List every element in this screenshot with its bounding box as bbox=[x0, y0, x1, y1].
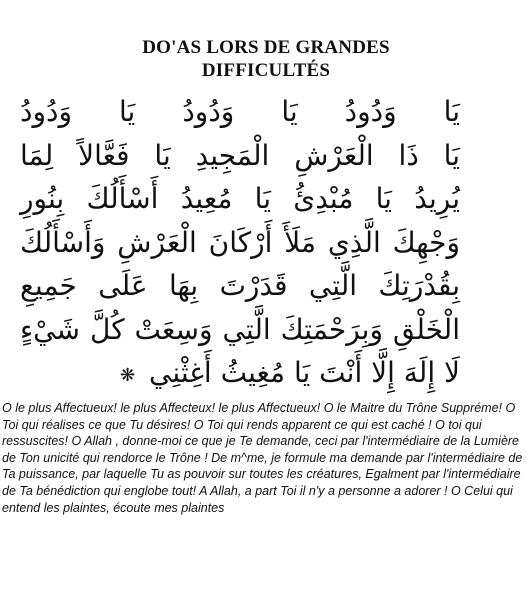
french-translation-paragraph: O le plus Affectueux! le plus Affecteux! le plus Affectueux! O le Maitre du Trône Suppréme! O Toi qui réalises ce que Tu désires! O Toi qui rends apparent ce qui est caché ! O toi qui ressuscites! O Allah , donne-moi ce que je Te demande, ceci par l'intermédiaire de la Lumière de Ton unicité qui rendorce le Trône ! De m^me, je formule ma demande par l'intermédiaire de Ta puissance, par laquelle Tu as pouvoir sur toutes les créatures, Egalment par l'intermédiaire de Ta bénédiction qui englobe tout! A Allah, a part Toi il n'y a personne a adorer ! O Celui qui entend les plaintes, écoute mes plaintes bbox=[2, 401, 523, 515]
arabic-line-5: بِقُدْرَتِكَ الَّتِي قَدَرْتَ بِهَا عَلَى جَمِيعِ bbox=[20, 269, 460, 302]
arabic-prayer-text bbox=[20, 90, 460, 395]
document-title bbox=[0, 36, 532, 82]
arabic-line-3: يُرِيدُ يَا مُبْدِئُ يَا مُعِيدُ أَسْأَلُكَ بِنُورِ bbox=[20, 182, 460, 215]
arabic-line-7: لَا إِلَهَ إِلَّا أَنْتَ يَا مُغِيثُ أَغِثْنِي bbox=[149, 356, 460, 389]
arabic-line-6: الْخَلْقِ وَبِرَحْمَتِكَ الَّتِي وَسِعَتْ كُلَّ شَيْءٍ bbox=[20, 312, 460, 346]
arabic-line-4: وَجْهِكَ الَّذِي مَلَأَ أَرْكَانَ الْعَرْشِ وَأَسْأَلُكَ bbox=[20, 225, 460, 259]
arabic-line-1: يَا وَدُودُ يَا وَدُودُ يَا وَدُودُ bbox=[20, 95, 460, 128]
star-ornament-icon: ❋ bbox=[120, 365, 136, 386]
arabic-line-2: يَا ذَا الْعَرْشِ الْمَجِيدِ يَا فَعَّالاً لِمَا bbox=[20, 138, 460, 172]
title-line-2: DIFFICULTÉS bbox=[201, 60, 331, 81]
title-line-1: DO'AS LORS DE GRANDES bbox=[142, 37, 390, 58]
